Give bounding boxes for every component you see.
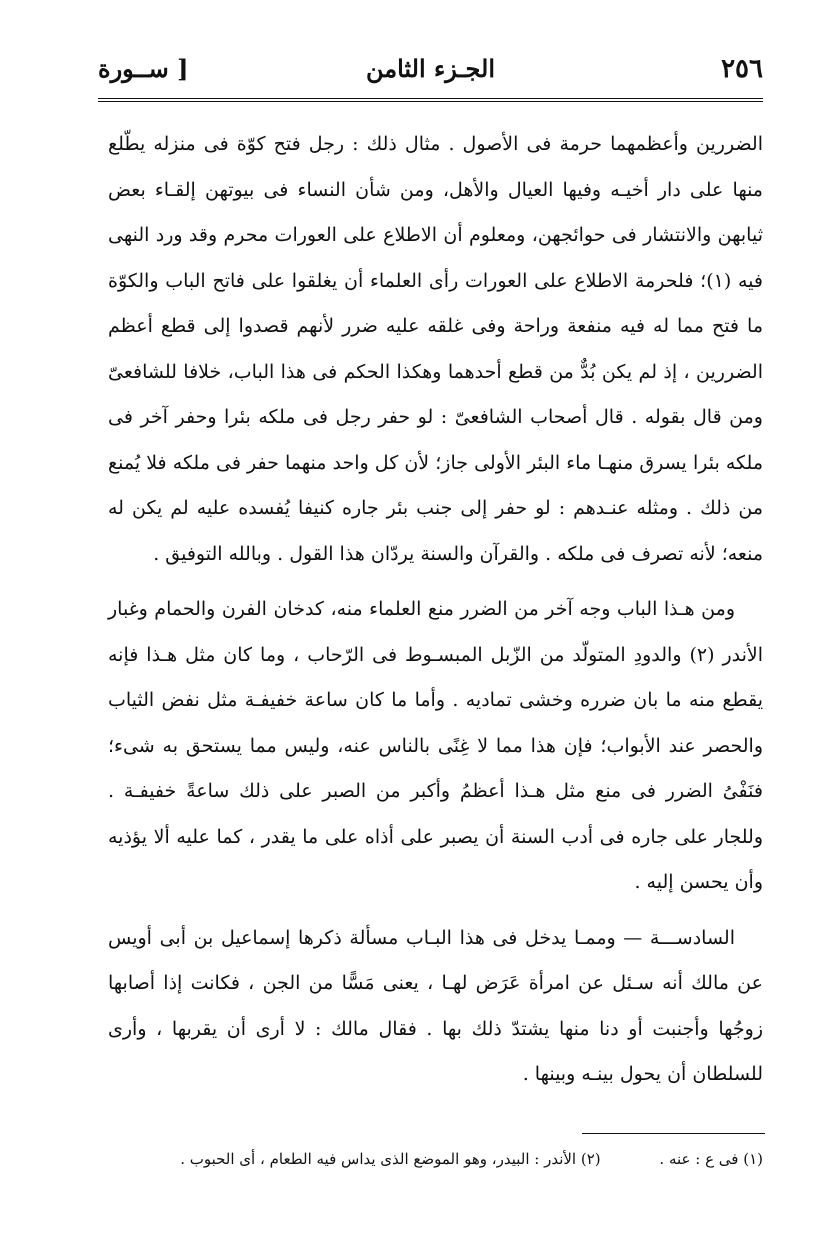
footnotes: [108, 1146, 763, 1172]
footnote-2: (٢) الأندر : البيدر، وهو الموضع الذى يداس فيه الطعام ، أى الحبوب .: [180, 1150, 601, 1168]
page-body: [108, 122, 763, 1098]
paragraph-3: [108, 916, 763, 1098]
surah-label: [ ســورة: [98, 54, 189, 83]
paragraph-3-text: السادســـة — وممـا يدخل فى هذا البـاب مسألة ذكرها إسماعيل بن أبى أويس عن مالك أنه سـئل عن امرأة عَرَض لهـا ، يعنى مَسًّا من الجن ، فكانت إذا أصابها زوجُها وأجنبت أو دنا منها يشتدّ ذلك بها . فقال مالك : لا أرى أن يقربها ، وأرى للسلطان أن يحول بينـه وبينها .: [108, 926, 763, 1085]
paragraph-1: الضررين وأعظمهما حرمة فى الأصول . مثال ذلك : رجل فتح كوّة فى منزله يطّلع منها على دار أخيـه وفيها العيال والأهل، ومن شأن النساء فى بيوتهن إلقـاء بعض ثيابهن والانتشار فى حوائجهن، ومعلوم أن الاطلاع على العورات محرم وقد ورد النهى فيه (١)؛ فلحرمة الاطلاع على العورات رأى العلماء أن يغلقوا على فاتح الباب والكوّة ما فتح مما له فيه منفعة وراحة وفى غلقه عليه ضرر لأنهم قصدوا إلى قطع أعظم الضررين ، إذ لم يكن بُدٌّ من قطع أحدهما وهكذا الحكم فى هذا الباب، خلافا للشافعىّ ومن قال بقوله . قال أصحاب الشافعىّ : لو حفر رجل فى ملكه بئرا وحفر آخر فى ملكه بئرا يسرق منهـا ماء البئر الأولى جاز؛ لأن كل واحد منهما حفر فى ملكه فلا يُمنع من ذلك . ومثله عنـدهم : لو حفر إلى جنب بئر جاره كنيفا يُفسده عليه لم يكن له منعه؛ لأنه تصرف فى ملكه . والقرآن والسنة يردّان هذا القول . وبالله التوفيق .: [108, 133, 763, 565]
page-header: [98, 46, 763, 98]
header-divider: [98, 98, 763, 102]
paragraph-2: [108, 587, 763, 906]
footnote-1: (١) فى ع : عنه .: [659, 1150, 763, 1168]
page-number: ٢٥٦: [721, 54, 763, 84]
part-title: الجـزء الثامن: [365, 54, 496, 83]
footnote-divider: [582, 1133, 765, 1134]
paragraph-2-text: ومن هـذا الباب وجه آخر من الضرر منع العلماء منه، كدخان الفرن والحمام وغبار الأندر (٢) والدودِ المتولّد من الزّبل المبسـوط فى الرّحاب ، وما كان مثل هـذا فإنه يقطع منه ما بان ضرره وخشى تماديه . وأما ما كان ساعة خفيفـة مثل نفض الثياب والحصر عند الأبواب؛ فإن هذا مما لا غِنًى بالناس عنه، وليس مما يستحق به شىء؛ فنَفْىُ الضرر فى منع مثل هـذا أعظمُ وأكبر من الصبر على ذلك ساعةً خفيفـة . وللجار على جاره فى أدب السنة أن يصبر على أذاه على ما يقدر ، كما عليه ألا يؤذيه وأن يحسن إليه .: [108, 598, 763, 893]
